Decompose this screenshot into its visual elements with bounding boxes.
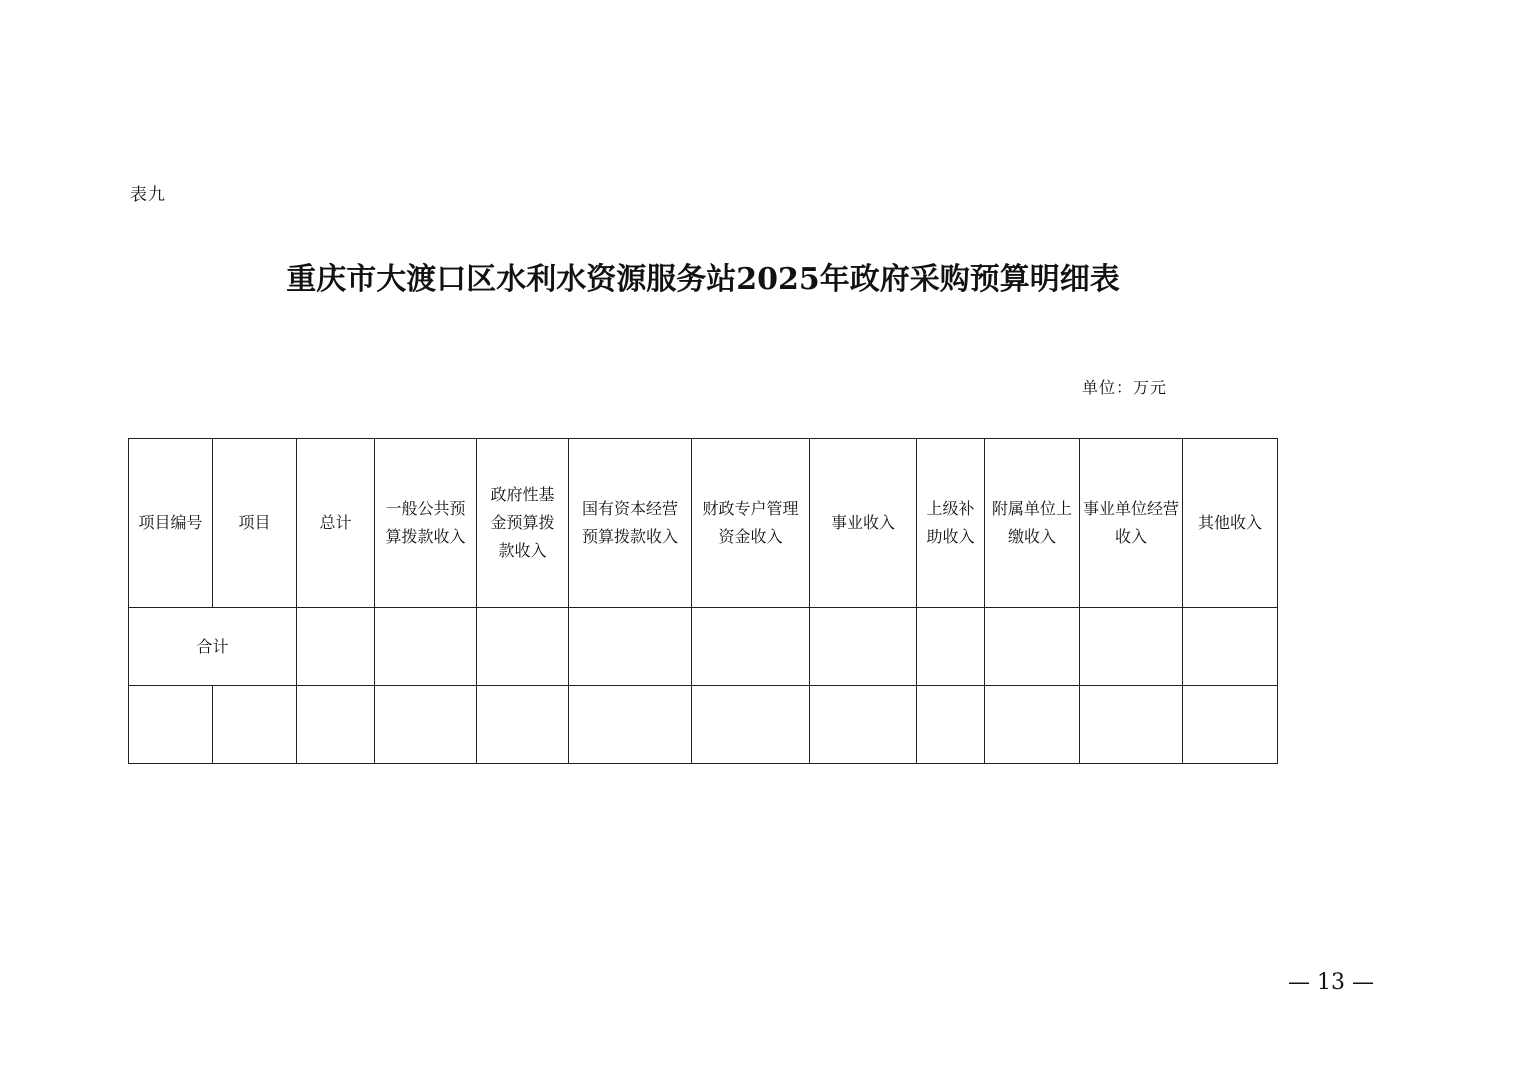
table-cell: [1080, 686, 1183, 764]
total-cell: [692, 608, 810, 686]
table-label: 表九: [130, 185, 166, 205]
total-cell: [297, 608, 375, 686]
header-cell: 一般公共预算拨款收入: [375, 439, 477, 608]
header-cell: 项目: [213, 439, 297, 608]
table-cell: [129, 686, 213, 764]
table-cell: [477, 686, 569, 764]
total-cell: [810, 608, 917, 686]
total-cell: [569, 608, 692, 686]
header-cell: 项目编号: [129, 439, 213, 608]
header-cell: 事业收入: [810, 439, 917, 608]
header-cell: 总计: [297, 439, 375, 608]
total-cell: [477, 608, 569, 686]
table-cell: [692, 686, 810, 764]
header-cell: 财政专户管理资金收入: [692, 439, 810, 608]
table-cell: [297, 686, 375, 764]
table-cell: [1183, 686, 1278, 764]
total-cell: [1183, 608, 1278, 686]
page-number: — 13 —: [1288, 970, 1374, 995]
total-cell: [985, 608, 1080, 686]
document-title: 重庆市大渡口区水利水资源服务站2025年政府采购预算明细表: [286, 262, 1120, 297]
table-cell: [213, 686, 297, 764]
header-cell: 附属单位上缴收入: [985, 439, 1080, 608]
total-label-cell: 合计: [129, 608, 297, 686]
header-cell: 国有资本经营预算拨款收入: [569, 439, 692, 608]
procurement-budget-table: [128, 438, 1278, 764]
header-cell: 政府性基金预算拨款收入: [477, 439, 569, 608]
table-cell: [917, 686, 985, 764]
header-cell: 事业单位经营收入: [1080, 439, 1183, 608]
table-cell: [810, 686, 917, 764]
header-cell: 其他收入: [1183, 439, 1278, 608]
total-row: [129, 608, 1278, 686]
table-cell: [569, 686, 692, 764]
table-cell: [375, 686, 477, 764]
unit-label: 单位：万元: [1082, 378, 1168, 397]
total-cell: [375, 608, 477, 686]
table-row: [129, 686, 1278, 764]
table-header-row: [129, 439, 1278, 608]
total-cell: [917, 608, 985, 686]
total-cell: [1080, 608, 1183, 686]
table-cell: [985, 686, 1080, 764]
header-cell: 上级补助收入: [917, 439, 985, 608]
